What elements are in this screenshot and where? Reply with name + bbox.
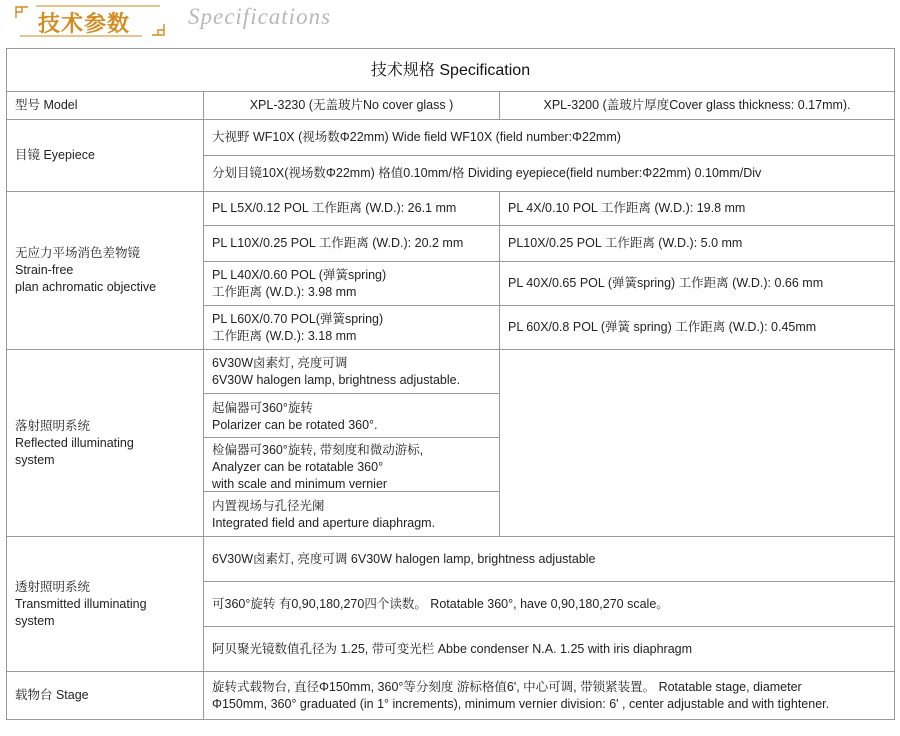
- reflected-item-lamp: [204, 354, 499, 394]
- table-caption: 技术规格 Specification: [7, 49, 895, 92]
- transmitted-lamp-cell: 6V30W卤素灯, 亮度可调 6V30W halogen lamp, brightness adjustable: [204, 537, 895, 582]
- objective-40x-cell: PL 40X/0.65 POL (弹簧spring) 工作距离 (W.D.): 0.66 mm: [500, 262, 895, 306]
- table-row-eyepiece-1: [7, 120, 895, 156]
- page-header: [0, 0, 900, 44]
- reflected-diaphragm-cn: 内置视场与孔径光阑: [212, 499, 325, 513]
- transmitted-rotatable-cell: 可360°旋转 有0,90,180,270四个读数。 Rotatable 360°, have 0,90,180,270 scale。: [204, 582, 895, 627]
- eyepiece-dividing-cell: 分划目镜10X(视场数Φ22mm) 格值0.10mm/格 Dividing eyepiece(field number:Φ22mm) 0.10mm/Div: [204, 156, 895, 192]
- objective-l60x-line1: PL L60X/0.70 POL(弹簧spring): [212, 311, 384, 326]
- section-subtitle: Specifications: [188, 4, 332, 29]
- reflected-empty-cell: [500, 350, 895, 537]
- stage-line-2: Φ150mm, 360° graduated (in 1° increments), minimum vernier division: 6' , center adjustable and with tightener.: [212, 696, 830, 711]
- table-row-model: [7, 92, 895, 120]
- reflected-item-analyzer: [204, 438, 499, 492]
- objective-label-cn: 无应力平场消色差物镜: [15, 246, 141, 260]
- objective-4x-cell: PL 4X/0.10 POL 工作距离 (W.D.): 19.8 mm: [500, 192, 895, 226]
- row-label-eyepiece: 目镜 Eyepiece: [7, 120, 204, 192]
- reflected-diaphragm-en: Integrated field and aperture diaphragm.: [212, 516, 436, 530]
- reflected-polarizer-cn: 起偏器可360°旋转: [212, 401, 313, 415]
- row-label-stage: 载物台 Stage: [7, 672, 204, 720]
- specification-table: [6, 48, 895, 720]
- table-row-reflected: [7, 350, 895, 537]
- row-label-model: 型号 Model: [7, 92, 204, 120]
- reflected-item-diaphragm: [204, 492, 499, 536]
- transmitted-condenser-cell: 阿贝聚光镜数值孔径为 1.25, 带可变光栏 Abbe condenser N.A. 1.25 with iris diaphragm: [204, 627, 895, 672]
- row-label-transmitted: [7, 537, 204, 672]
- reflected-lamp-en: 6V30W halogen lamp, brightness adjustable.: [212, 373, 461, 387]
- caption-row: [7, 49, 895, 92]
- stage-description-cell: [204, 672, 895, 720]
- reflected-label-en1: Reflected illuminating: [15, 435, 134, 450]
- reflected-analyzer-en2: with scale and minimum vernier: [212, 477, 388, 491]
- objective-l5x-cell: PL L5X/0.12 POL 工作距离 (W.D.): 26.1 mm: [204, 192, 500, 226]
- model-a-cell: XPL-3230 (无盖玻片No cover glass ): [204, 92, 500, 120]
- eyepiece-wide-field-cell: 大视野 WF10X (视场数Φ22mm) Wide field WF10X (field number:Φ22mm): [204, 120, 895, 156]
- objective-label-en1: Strain-free: [15, 263, 74, 277]
- section-title-box: [14, 4, 166, 38]
- table-row-objective-1: [7, 192, 895, 226]
- objective-l40x-cell: [204, 262, 500, 306]
- reflected-lamp-cn: 6V30W卤素灯, 亮度可调: [212, 356, 348, 370]
- reflected-label-en2: system: [15, 452, 55, 467]
- table-row-transmitted-1: [7, 537, 895, 582]
- objective-l40x-line2: 工作距离 (W.D.): 3.98 mm: [212, 284, 357, 299]
- reflected-analyzer-en1: Analyzer can be rotatable 360°: [212, 460, 384, 474]
- model-b-cell: XPL-3200 (盖玻片厚度Cover glass thickness: 0.17mm).: [500, 92, 895, 120]
- objective-l10x-cell: PL L10X/0.25 POL 工作距离 (W.D.): 20.2 mm: [204, 226, 500, 262]
- reflected-polarizer-en: Polarizer can be rotated 360°.: [212, 418, 378, 432]
- transmitted-label-cn: 透射照明系统: [15, 579, 91, 594]
- objective-l40x-line1: PL L40X/0.60 POL (弹簧spring): [212, 267, 387, 282]
- reflected-analyzer-cn: 检偏器可360°旋转, 带刻度和微动游标,: [212, 443, 424, 457]
- transmitted-label-en1: Transmitted illuminating: [15, 596, 147, 611]
- stage-line-1: 旋转式载物台, 直径Φ150mm, 360°等分刻度 游标格值6', 中心可调, 带锁紧装置。 Rotatable stage, diameter: [212, 679, 802, 694]
- reflected-label-cn: 落射照明系统: [15, 418, 91, 433]
- section-title: 技术参数: [38, 12, 131, 37]
- row-label-reflected: [7, 350, 204, 537]
- reflected-item-polarizer: [204, 394, 499, 438]
- row-label-objective: [7, 192, 204, 350]
- objective-l60x-cell: [204, 306, 500, 350]
- reflected-items-cell: [204, 350, 500, 537]
- objective-60x-cell: PL 60X/0.8 POL (弹簧 spring) 工作距离 (W.D.): 0.45mm: [500, 306, 895, 350]
- reflected-items-list: [204, 354, 499, 536]
- table-row-stage: [7, 672, 895, 720]
- objective-10x-cell: PL10X/0.25 POL 工作距离 (W.D.): 5.0 mm: [500, 226, 895, 262]
- transmitted-label-en2: system: [15, 613, 55, 628]
- objective-l60x-line2: 工作距离 (W.D.): 3.18 mm: [212, 328, 357, 343]
- objective-label-en2: plan achromatic objective: [15, 280, 157, 294]
